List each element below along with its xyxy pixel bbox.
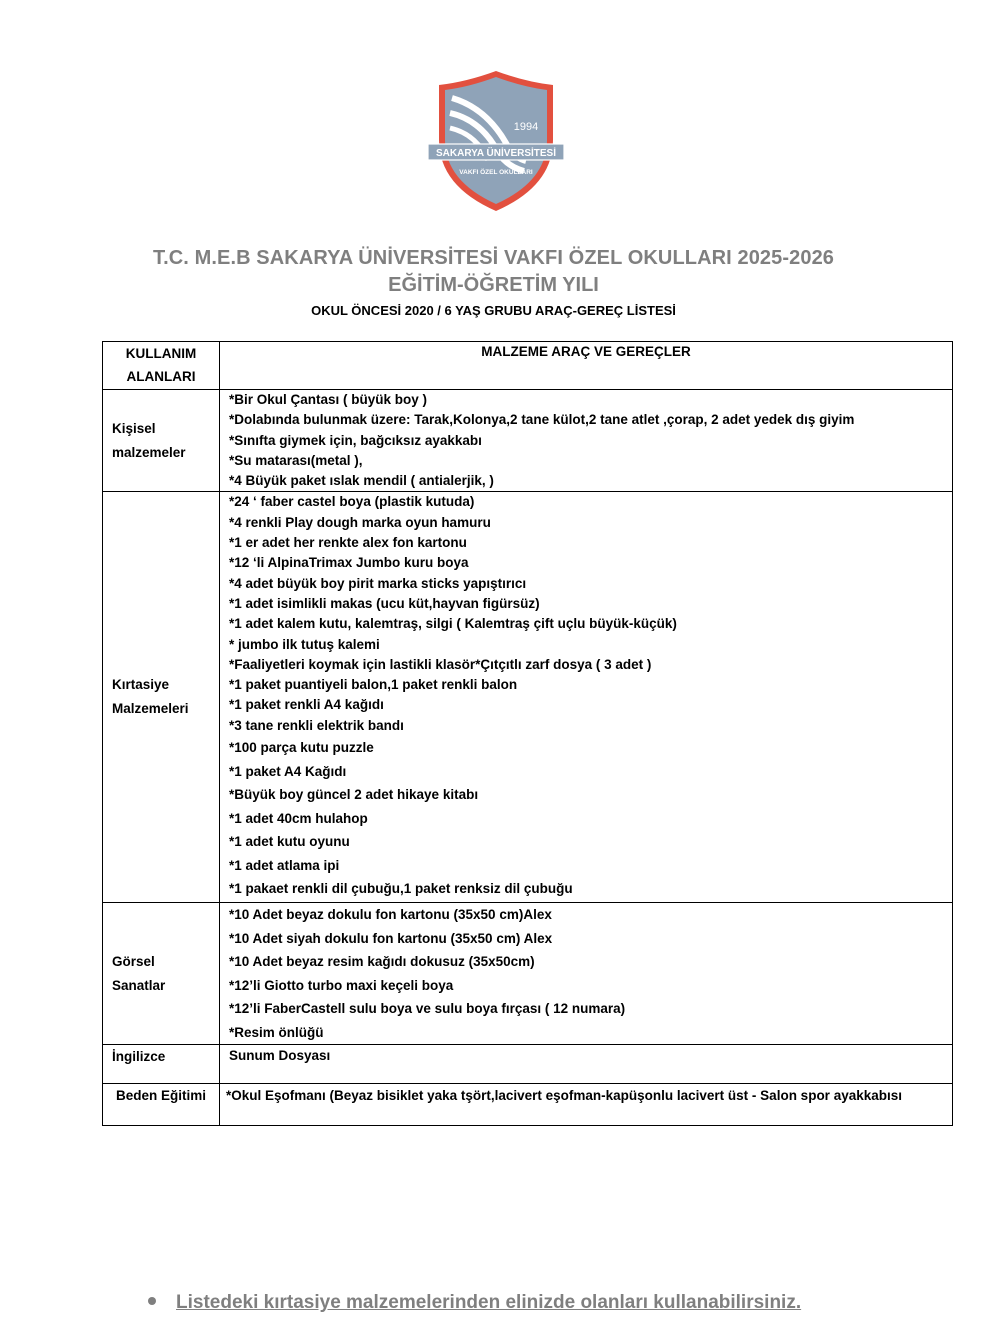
list-item: *1 adet kalem kutu, kalemtraş, silgi ( Kalemtraş çift uçlu büyük-küçük) <box>229 616 677 632</box>
list-item: *10 Adet beyaz dokulu fon kartonu (35x50 cm)Alex <box>229 907 552 923</box>
area-stationery: Kırtasiye Malzemeleri <box>103 492 220 903</box>
list-item: *100 parça kutu puzzle <box>229 740 374 756</box>
bullet-icon <box>148 1297 156 1305</box>
list-item: *1 adet isimlikli makas (ucu küt,hayvan figürsüz) <box>229 595 540 611</box>
list-item: Sunum Dosyası <box>229 1048 331 1064</box>
list-item: *1 er adet her renkte alex fon kartonu <box>229 535 467 551</box>
list-item: *12’li FaberCastell sulu boya ve sulu boya fırçası ( 12 numara) <box>229 1001 626 1017</box>
table-row-stationery <box>103 492 953 903</box>
area-personal: Kişisel malzemeler <box>103 390 220 492</box>
items-stationery <box>220 492 953 903</box>
header-materials: MALZEME ARAÇ VE GEREÇLER <box>220 342 953 390</box>
table-row-personal <box>103 390 953 492</box>
items-physical-education <box>220 1084 953 1126</box>
page-title-line1: T.C. M.E.B SAKARYA ÜNİVERSİTESİ VAKFI ÖZEL OKULLARI 2025-2026 <box>152 247 835 269</box>
list-item: *1 paket A4 Kağıdı <box>229 763 347 779</box>
list-item: *4 adet büyük boy pirit marka sticks yapıştırıcı <box>229 575 527 591</box>
list-subtitle: OKUL ÖNCESİ 2020 / 6 YAŞ GRUBU ARAÇ-GEREÇ LİSTESİ <box>311 303 676 318</box>
list-item: *12 ‘li AlpinaTrimax Jumbo kuru boya <box>229 555 469 571</box>
list-item: *12’li Giotto turbo maxi keçeli boya <box>229 977 454 993</box>
area-visual-arts: Görsel Sanatlar <box>103 903 220 1045</box>
area-physical-education: Beden Eğitimi <box>103 1084 220 1126</box>
page-title-line2: EĞİTİM-ÖĞRETİM YILI <box>388 274 599 296</box>
logo-year: 1994 <box>513 121 539 133</box>
list-item: *1 adet kutu oyunu <box>229 834 350 850</box>
list-item: *24 ‘ faber castel boya (plastik kutuda) <box>229 494 475 510</box>
footer-note <box>148 1292 801 1314</box>
list-item: *1 adet 40cm hulahop <box>229 810 368 826</box>
logo-name: SAKARYA ÜNİVERSİTESİ <box>435 148 557 159</box>
list-item: *Su matarası(metal ), <box>229 452 363 468</box>
table-row-physical-education <box>103 1084 953 1126</box>
list-item: * jumbo ilk tutuş kalemi <box>229 636 380 652</box>
list-item: *10 Adet beyaz resim kağıdı dokusuz (35x50cm) <box>229 954 535 970</box>
list-item: *Büyük boy güncel 2 adet hikaye kitabı <box>229 787 479 803</box>
supplies-table <box>102 341 953 1126</box>
items-english <box>220 1045 953 1084</box>
list-item: *1 adet atlama ipi <box>229 857 340 873</box>
list-item: *1 paket renkli A4 kağıdı <box>229 697 384 713</box>
list-item: *1 paket puantiyeli balon,1 paket renkli balon <box>229 677 518 693</box>
list-item: *Resim önlüğü <box>229 1024 324 1040</box>
list-item: *3 tane renkli elektrik bandı <box>229 717 404 733</box>
list-item: *Sınıfta giymek için, bağcıksız ayakkabı <box>229 432 482 448</box>
list-item: *10 Adet siyah dokulu fon kartonu (35x50 cm) Alex <box>229 930 553 946</box>
list-item: *Bir Okul Çantası ( büyük boy ) <box>229 392 428 407</box>
list-item: *1 pakaet renkli dil çubuğu,1 paket renksiz dil çubuğu <box>229 881 573 897</box>
table-header-row <box>103 342 953 390</box>
header-usage-areas: KULLANIM ALANLARI <box>103 342 220 390</box>
area-english: İngilizce <box>103 1045 220 1084</box>
items-visual-arts <box>220 903 953 1045</box>
logo-sub: VAKFI ÖZEL OKULLARI <box>459 169 533 176</box>
list-item: *4 renkli Play dough marka oyun hamuru <box>229 514 491 530</box>
list-item: *Faaliyetleri koymak için lastikli klasör*Çıtçıtlı zarf dosya ( 3 adet ) <box>229 656 652 672</box>
table-row-english <box>103 1045 953 1084</box>
table-row-visual-arts <box>103 903 953 1045</box>
list-item: *4 Büyük paket ıslak mendil ( antialerjik, ) <box>229 473 494 489</box>
list-item: *Okul Eşofmanı (Beyaz bisiklet yaka tşört,lacivert eşofman-kapüşonlu lacivert üst - Salon spor ayakkabısı <box>226 1088 902 1104</box>
items-personal <box>220 390 953 492</box>
footer-note-text: Listedeki kırtasiye malzemelerinden elinizde olanları kullanabilirsiniz. <box>176 1292 802 1313</box>
list-item: *Dolabında bulunmak üzere: Tarak,Kolonya,2 tane külot,2 tane atlet ,çorap, 2 adet yedek dış giyim <box>229 412 855 428</box>
school-logo <box>426 68 566 214</box>
